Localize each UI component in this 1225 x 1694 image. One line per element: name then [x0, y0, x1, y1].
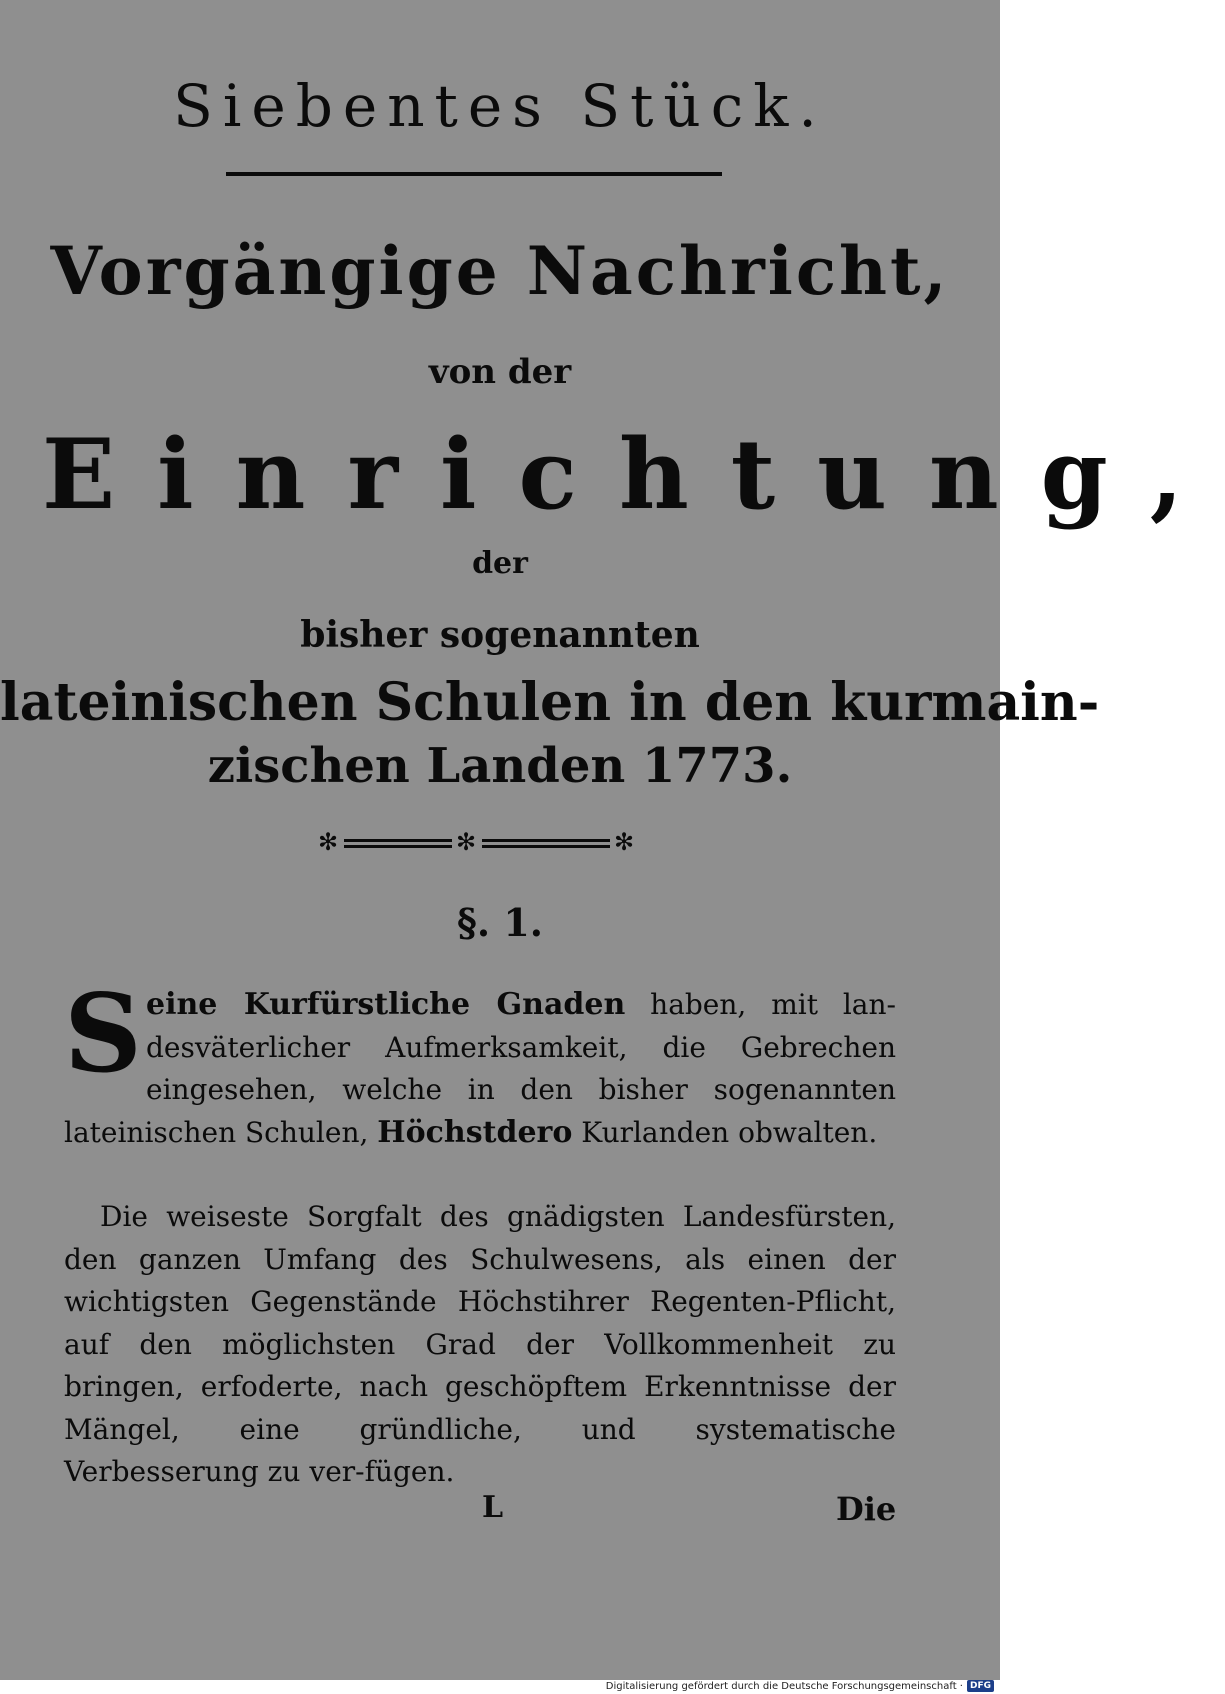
drop-cap: S [64, 971, 142, 1097]
section-mark: §. 1. [456, 900, 543, 945]
paragraph-1-bold-hoechstdero: Höchstdero [377, 1114, 573, 1150]
paragraph-1-text-b: Kurlanden obwalten. [572, 1115, 878, 1149]
title-subject-line-2: zischen Landen 1773. [207, 738, 793, 794]
catchword: Die [836, 1490, 897, 1528]
svg-text:✻: ✻ [614, 828, 635, 856]
title-der: der [472, 546, 528, 581]
title-einrichtung: Einrichtung, [42, 418, 1225, 531]
paragraph-1-text-a: haben, mit lan-desväterlicher Aufmerksamkeit, die Gebrechen eingesehen, welche in den bisher sogenannten lateinischen Schulen, [64, 988, 896, 1149]
main-title: Vorgängige Nachricht, [50, 232, 950, 310]
ornamental-divider [318, 830, 638, 856]
header-rule-divider [226, 172, 722, 176]
paragraph-1 [64, 971, 896, 1154]
digitization-footer [606, 1680, 994, 1692]
dfg-logo: DFG [967, 1680, 994, 1692]
title-subject-line-1: lateinischen Schulen in den kurmain- [0, 672, 1100, 733]
digitization-footer-text: Digitalisierung gefördert durch die Deutsche Forschungsgemeinschaft · [605, 1680, 963, 1692]
paragraph-2: Die weiseste Sorgfalt des gnädigsten Landesfürsten, den ganzen Umfang des Schulwesens, als einen der wichtigsten Gegenstände Höchstihrer Regenten-Pflicht, auf den möglichsten Grad der Vollkommenheit zu bringen, erfoderte, nach geschöpftem Erkenntnisse der Mängel, eine gründliche, und systematische Verbesserung zu ver-fügen. [64, 1200, 896, 1488]
title-von-der: von der [428, 352, 572, 392]
svg-text:✻: ✻ [456, 828, 477, 856]
paragraph-1-bold-start: eine Kurfürstliche Gnaden [146, 987, 626, 1022]
title-bisher-sogenannten: bisher sogenannten [300, 614, 700, 656]
signature-mark: L [482, 1490, 504, 1525]
running-header-title: Siebentes Stück. [173, 72, 827, 140]
svg-text:✻: ✻ [318, 828, 339, 856]
